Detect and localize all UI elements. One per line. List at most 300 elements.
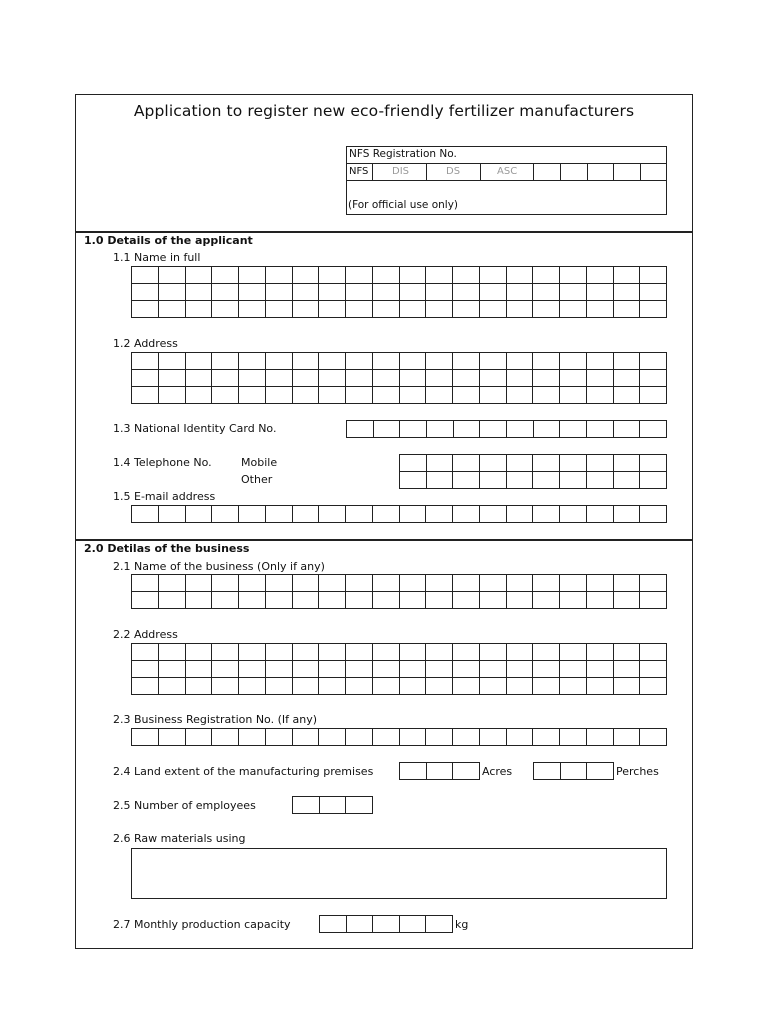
char-box[interactable]: [479, 387, 506, 404]
char-box[interactable]: [426, 729, 453, 746]
char-box[interactable]: [453, 575, 480, 592]
char-box[interactable]: [319, 267, 346, 284]
char-box[interactable]: [292, 644, 319, 661]
email-grid[interactable]: [131, 505, 667, 523]
char-box[interactable]: [265, 729, 292, 746]
char-box[interactable]: [426, 644, 453, 661]
char-box[interactable]: [212, 644, 239, 661]
char-box[interactable]: [399, 267, 426, 284]
char-box[interactable]: [560, 353, 587, 370]
char-box[interactable]: [132, 661, 159, 678]
char-box[interactable]: [399, 284, 426, 301]
char-box[interactable]: [239, 506, 266, 523]
char-box[interactable]: [292, 729, 319, 746]
char-box[interactable]: [212, 387, 239, 404]
char-box[interactable]: [426, 592, 453, 609]
raw-materials-box[interactable]: [131, 848, 667, 899]
char-box[interactable]: [292, 284, 319, 301]
employees-grid[interactable]: [292, 796, 373, 814]
char-box[interactable]: [479, 284, 506, 301]
char-box[interactable]: [613, 301, 640, 318]
char-box[interactable]: [319, 301, 346, 318]
char-box[interactable]: [239, 644, 266, 661]
char-box[interactable]: [158, 301, 185, 318]
char-box[interactable]: [453, 506, 480, 523]
char-box[interactable]: [426, 763, 453, 780]
char-box[interactable]: [158, 729, 185, 746]
char-box[interactable]: [185, 729, 212, 746]
char-box[interactable]: [265, 353, 292, 370]
char-box[interactable]: [399, 575, 426, 592]
char-box[interactable]: [613, 421, 640, 438]
char-box[interactable]: [212, 267, 239, 284]
char-box[interactable]: [319, 284, 346, 301]
char-box[interactable]: [158, 592, 185, 609]
char-box[interactable]: [533, 267, 560, 284]
char-box[interactable]: [533, 661, 560, 678]
char-box[interactable]: [212, 370, 239, 387]
char-box[interactable]: [132, 592, 159, 609]
char-box[interactable]: [534, 763, 561, 780]
char-box[interactable]: [212, 592, 239, 609]
char-box[interactable]: [586, 472, 613, 489]
char-box[interactable]: [185, 644, 212, 661]
char-box[interactable]: [158, 575, 185, 592]
char-box[interactable]: [185, 353, 212, 370]
char-box[interactable]: [346, 506, 373, 523]
business-address-grid[interactable]: [131, 643, 667, 695]
char-box[interactable]: [239, 575, 266, 592]
char-box[interactable]: [347, 421, 374, 438]
char-box[interactable]: [185, 661, 212, 678]
char-box[interactable]: [265, 678, 292, 695]
char-box[interactable]: [453, 421, 480, 438]
char-box[interactable]: [292, 353, 319, 370]
char-box[interactable]: [212, 301, 239, 318]
char-box[interactable]: [453, 644, 480, 661]
char-box[interactable]: [613, 370, 640, 387]
char-box[interactable]: [533, 506, 560, 523]
char-box[interactable]: [292, 506, 319, 523]
char-box[interactable]: [372, 644, 399, 661]
char-box[interactable]: [560, 592, 587, 609]
char-box[interactable]: [346, 916, 373, 933]
char-box[interactable]: [587, 763, 614, 780]
char-box[interactable]: [586, 592, 613, 609]
char-box[interactable]: [346, 678, 373, 695]
char-box[interactable]: [506, 678, 533, 695]
char-box[interactable]: [586, 370, 613, 387]
char-box[interactable]: [426, 916, 453, 933]
char-box[interactable]: [640, 284, 667, 301]
char-box[interactable]: [239, 661, 266, 678]
char-box[interactable]: [399, 661, 426, 678]
char-box[interactable]: [132, 506, 159, 523]
char-box[interactable]: [265, 592, 292, 609]
business-name-grid[interactable]: [131, 574, 667, 609]
char-box[interactable]: [560, 301, 587, 318]
char-box[interactable]: [372, 506, 399, 523]
char-box[interactable]: [212, 729, 239, 746]
char-box[interactable]: [533, 301, 560, 318]
production-capacity-grid[interactable]: [319, 915, 453, 933]
char-box[interactable]: [533, 678, 560, 695]
char-box[interactable]: [265, 284, 292, 301]
char-box[interactable]: [319, 729, 346, 746]
char-box[interactable]: [453, 267, 480, 284]
char-box[interactable]: [292, 301, 319, 318]
char-box[interactable]: [373, 421, 400, 438]
char-box[interactable]: [292, 592, 319, 609]
char-box[interactable]: [479, 301, 506, 318]
char-box[interactable]: [132, 267, 159, 284]
char-box[interactable]: [265, 644, 292, 661]
char-box[interactable]: [479, 267, 506, 284]
char-box[interactable]: [292, 267, 319, 284]
char-box[interactable]: [319, 592, 346, 609]
char-box[interactable]: [613, 729, 640, 746]
char-box[interactable]: [372, 575, 399, 592]
char-box[interactable]: [640, 661, 667, 678]
char-box[interactable]: [185, 592, 212, 609]
char-box[interactable]: [506, 644, 533, 661]
char-box[interactable]: [533, 353, 560, 370]
char-box[interactable]: [346, 370, 373, 387]
char-box[interactable]: [586, 678, 613, 695]
char-box[interactable]: [426, 455, 453, 472]
char-box[interactable]: [319, 506, 346, 523]
char-box[interactable]: [239, 301, 266, 318]
char-box[interactable]: [479, 678, 506, 695]
char-box[interactable]: [506, 387, 533, 404]
char-box[interactable]: [506, 301, 533, 318]
char-box[interactable]: [613, 267, 640, 284]
char-box[interactable]: [292, 661, 319, 678]
char-box[interactable]: [346, 797, 373, 814]
char-box[interactable]: [506, 592, 533, 609]
char-box[interactable]: [265, 301, 292, 318]
char-box[interactable]: [479, 353, 506, 370]
char-box[interactable]: [239, 592, 266, 609]
char-box[interactable]: [346, 353, 373, 370]
char-box[interactable]: [239, 267, 266, 284]
char-box[interactable]: [212, 661, 239, 678]
char-box[interactable]: [292, 370, 319, 387]
char-box[interactable]: [640, 353, 667, 370]
char-box[interactable]: [158, 644, 185, 661]
char-box[interactable]: [506, 353, 533, 370]
char-box[interactable]: [319, 661, 346, 678]
char-box[interactable]: [426, 472, 453, 489]
business-registration-grid[interactable]: [131, 728, 667, 746]
char-box[interactable]: [372, 661, 399, 678]
char-box[interactable]: [212, 506, 239, 523]
char-box[interactable]: [372, 267, 399, 284]
char-box[interactable]: [346, 387, 373, 404]
char-box[interactable]: [613, 506, 640, 523]
char-box[interactable]: [533, 592, 560, 609]
char-box[interactable]: [400, 455, 427, 472]
char-box[interactable]: [346, 575, 373, 592]
char-box[interactable]: [158, 661, 185, 678]
char-box[interactable]: [265, 661, 292, 678]
char-box[interactable]: [372, 729, 399, 746]
acres-grid[interactable]: [399, 762, 480, 780]
char-box[interactable]: [292, 387, 319, 404]
char-box[interactable]: [506, 729, 533, 746]
char-box[interactable]: [453, 284, 480, 301]
char-box[interactable]: [533, 387, 560, 404]
char-box[interactable]: [372, 387, 399, 404]
char-box[interactable]: [212, 575, 239, 592]
char-box[interactable]: [426, 267, 453, 284]
char-box[interactable]: [400, 421, 427, 438]
char-box[interactable]: [533, 472, 560, 489]
char-box[interactable]: [453, 472, 480, 489]
char-box[interactable]: [346, 644, 373, 661]
char-box[interactable]: [265, 267, 292, 284]
char-box[interactable]: [399, 370, 426, 387]
char-box[interactable]: [319, 644, 346, 661]
char-box[interactable]: [372, 592, 399, 609]
char-box[interactable]: [426, 506, 453, 523]
char-box[interactable]: [132, 353, 159, 370]
char-box[interactable]: [640, 370, 667, 387]
char-box[interactable]: [560, 729, 587, 746]
char-box[interactable]: [613, 472, 640, 489]
char-box[interactable]: [372, 370, 399, 387]
char-box[interactable]: [480, 421, 507, 438]
char-box[interactable]: [640, 644, 667, 661]
char-box[interactable]: [426, 421, 453, 438]
char-box[interactable]: [319, 370, 346, 387]
char-box[interactable]: [400, 763, 427, 780]
char-box[interactable]: [640, 729, 667, 746]
char-box[interactable]: [185, 370, 212, 387]
char-box[interactable]: [560, 575, 587, 592]
char-box[interactable]: [613, 455, 640, 472]
char-box[interactable]: [506, 472, 533, 489]
char-box[interactable]: [533, 421, 560, 438]
char-box[interactable]: [506, 575, 533, 592]
char-box[interactable]: [265, 387, 292, 404]
char-box[interactable]: [613, 284, 640, 301]
char-box[interactable]: [400, 472, 427, 489]
char-box[interactable]: [239, 370, 266, 387]
char-box[interactable]: [132, 678, 159, 695]
char-box[interactable]: [479, 592, 506, 609]
char-box[interactable]: [319, 353, 346, 370]
char-box[interactable]: [506, 284, 533, 301]
char-box[interactable]: [319, 797, 346, 814]
char-box[interactable]: [453, 301, 480, 318]
char-box[interactable]: [560, 763, 587, 780]
char-box[interactable]: [239, 729, 266, 746]
char-box[interactable]: [319, 575, 346, 592]
char-box[interactable]: [453, 455, 480, 472]
address-grid[interactable]: [131, 352, 667, 404]
char-box[interactable]: [560, 284, 587, 301]
char-box[interactable]: [399, 387, 426, 404]
char-box[interactable]: [586, 575, 613, 592]
char-box[interactable]: [158, 353, 185, 370]
char-box[interactable]: [185, 387, 212, 404]
char-box[interactable]: [479, 506, 506, 523]
char-box[interactable]: [533, 644, 560, 661]
char-box[interactable]: [640, 472, 667, 489]
char-box[interactable]: [185, 284, 212, 301]
char-box[interactable]: [453, 353, 480, 370]
char-box[interactable]: [426, 678, 453, 695]
char-box[interactable]: [399, 301, 426, 318]
char-box[interactable]: [640, 575, 667, 592]
char-box[interactable]: [239, 387, 266, 404]
char-box[interactable]: [613, 575, 640, 592]
char-box[interactable]: [265, 506, 292, 523]
char-box[interactable]: [239, 678, 266, 695]
char-box[interactable]: [372, 301, 399, 318]
char-box[interactable]: [586, 387, 613, 404]
char-box[interactable]: [158, 678, 185, 695]
char-box[interactable]: [560, 678, 587, 695]
char-box[interactable]: [132, 644, 159, 661]
char-box[interactable]: [346, 592, 373, 609]
char-box[interactable]: [533, 729, 560, 746]
char-box[interactable]: [158, 506, 185, 523]
char-box[interactable]: [372, 284, 399, 301]
char-box[interactable]: [613, 353, 640, 370]
char-box[interactable]: [239, 284, 266, 301]
char-box[interactable]: [292, 575, 319, 592]
char-box[interactable]: [480, 455, 507, 472]
char-box[interactable]: [586, 267, 613, 284]
char-box[interactable]: [185, 301, 212, 318]
char-box[interactable]: [399, 729, 426, 746]
char-box[interactable]: [506, 455, 533, 472]
char-box[interactable]: [212, 678, 239, 695]
char-box[interactable]: [533, 575, 560, 592]
char-box[interactable]: [372, 353, 399, 370]
char-box[interactable]: [506, 267, 533, 284]
char-box[interactable]: [212, 353, 239, 370]
char-box[interactable]: [265, 370, 292, 387]
char-box[interactable]: [640, 387, 667, 404]
char-box[interactable]: [265, 575, 292, 592]
char-box[interactable]: [613, 592, 640, 609]
char-box[interactable]: [426, 575, 453, 592]
char-box[interactable]: [613, 387, 640, 404]
char-box[interactable]: [132, 301, 159, 318]
char-box[interactable]: [560, 644, 587, 661]
char-box[interactable]: [132, 729, 159, 746]
char-box[interactable]: [533, 284, 560, 301]
char-box[interactable]: [158, 284, 185, 301]
name-grid[interactable]: [131, 266, 667, 318]
char-box[interactable]: [399, 678, 426, 695]
char-box[interactable]: [346, 301, 373, 318]
char-box[interactable]: [346, 729, 373, 746]
char-box[interactable]: [158, 387, 185, 404]
char-box[interactable]: [426, 301, 453, 318]
char-box[interactable]: [640, 267, 667, 284]
char-box[interactable]: [586, 284, 613, 301]
char-box[interactable]: [453, 370, 480, 387]
char-box[interactable]: [640, 421, 667, 438]
char-box[interactable]: [613, 661, 640, 678]
char-box[interactable]: [453, 387, 480, 404]
char-box[interactable]: [613, 678, 640, 695]
char-box[interactable]: [132, 387, 159, 404]
char-box[interactable]: [560, 370, 587, 387]
char-box[interactable]: [132, 575, 159, 592]
char-box[interactable]: [586, 455, 613, 472]
char-box[interactable]: [320, 916, 347, 933]
char-box[interactable]: [586, 421, 613, 438]
char-box[interactable]: [346, 284, 373, 301]
char-box[interactable]: [453, 729, 480, 746]
char-box[interactable]: [399, 916, 426, 933]
char-box[interactable]: [399, 353, 426, 370]
char-box[interactable]: [533, 455, 560, 472]
char-box[interactable]: [560, 506, 587, 523]
char-box[interactable]: [506, 506, 533, 523]
char-box[interactable]: [640, 506, 667, 523]
char-box[interactable]: [372, 678, 399, 695]
char-box[interactable]: [506, 661, 533, 678]
char-box[interactable]: [292, 678, 319, 695]
char-box[interactable]: [586, 301, 613, 318]
char-box[interactable]: [132, 284, 159, 301]
char-box[interactable]: [293, 797, 320, 814]
char-box[interactable]: [506, 370, 533, 387]
char-box[interactable]: [560, 387, 587, 404]
char-box[interactable]: [640, 301, 667, 318]
char-box[interactable]: [185, 678, 212, 695]
char-box[interactable]: [560, 455, 587, 472]
char-box[interactable]: [185, 506, 212, 523]
char-box[interactable]: [239, 353, 266, 370]
char-box[interactable]: [319, 678, 346, 695]
char-box[interactable]: [533, 370, 560, 387]
char-box[interactable]: [158, 267, 185, 284]
char-box[interactable]: [426, 353, 453, 370]
char-box[interactable]: [212, 284, 239, 301]
char-box[interactable]: [640, 678, 667, 695]
char-box[interactable]: [158, 370, 185, 387]
char-box[interactable]: [426, 661, 453, 678]
char-box[interactable]: [560, 661, 587, 678]
char-box[interactable]: [586, 661, 613, 678]
char-box[interactable]: [185, 267, 212, 284]
char-box[interactable]: [399, 644, 426, 661]
char-box[interactable]: [560, 421, 587, 438]
char-box[interactable]: [560, 472, 587, 489]
char-box[interactable]: [613, 644, 640, 661]
char-box[interactable]: [480, 472, 507, 489]
char-box[interactable]: [453, 661, 480, 678]
char-box[interactable]: [453, 592, 480, 609]
char-box[interactable]: [560, 267, 587, 284]
char-box[interactable]: [586, 729, 613, 746]
char-box[interactable]: [399, 506, 426, 523]
char-box[interactable]: [426, 370, 453, 387]
char-box[interactable]: [640, 455, 667, 472]
char-box[interactable]: [426, 387, 453, 404]
char-box[interactable]: [586, 644, 613, 661]
char-box[interactable]: [319, 387, 346, 404]
char-box[interactable]: [373, 916, 400, 933]
char-box[interactable]: [479, 729, 506, 746]
